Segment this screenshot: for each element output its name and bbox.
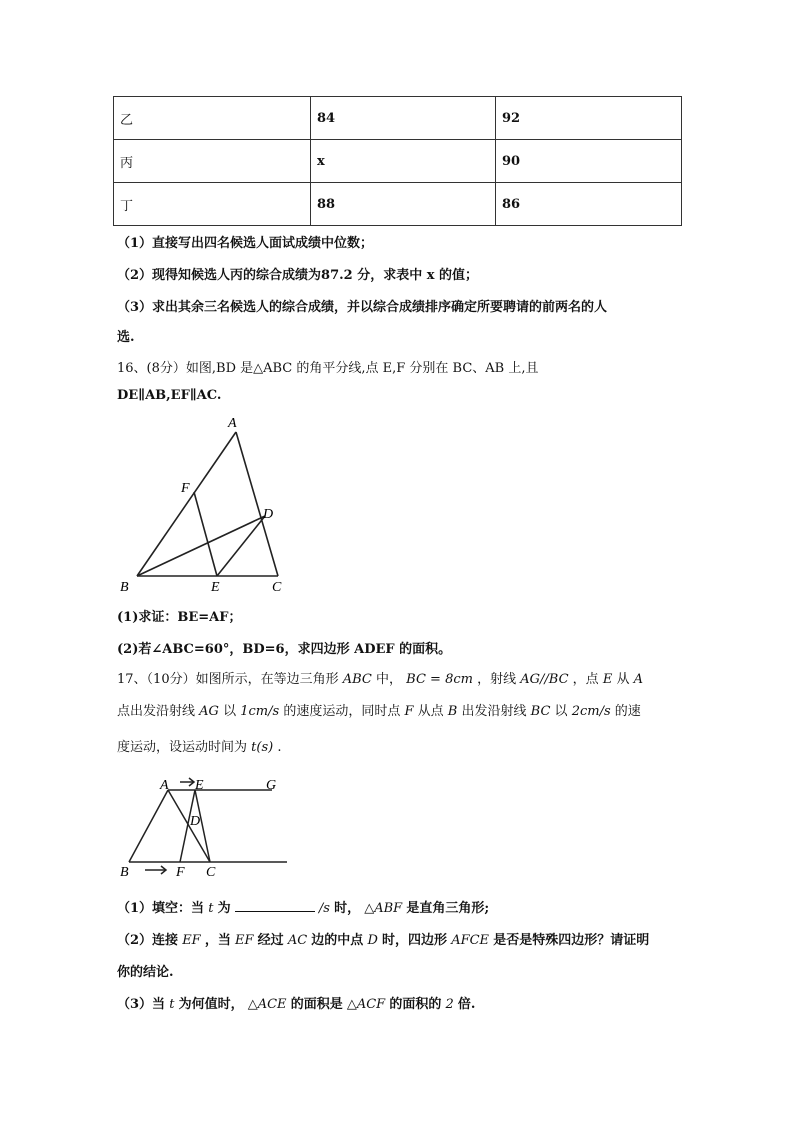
score-cell: 92 <box>496 97 682 140</box>
text: 以 <box>223 704 237 719</box>
text: 时， <box>334 901 361 916</box>
math: E <box>602 672 613 687</box>
q15-part2: （2）现得知候选人丙的综合成绩为87.2 分，求表中 x 的值； <box>117 268 479 283</box>
table-row <box>114 97 682 140</box>
q15-part3: （3）求出其余三名候选人的综合成绩，并以综合成绩排序确定所要聘请的前两名的人 <box>117 300 608 315</box>
math: EF <box>182 933 201 948</box>
q16-part1: (1)求证：BE=AF； <box>117 610 242 625</box>
text: （2）连接 <box>117 933 179 948</box>
q15-part3-cont: 选. <box>117 330 135 345</box>
text: 点出发沿射线 <box>117 704 196 719</box>
score-cell: 88 <box>311 183 496 226</box>
text: 度运动，设运动时间为 <box>117 740 248 755</box>
math: BC <box>530 704 551 719</box>
q16-part2: (2)若∠ABC=60°，BD=6，求四边形 ADEF 的面积。 <box>117 642 452 657</box>
candidate-name: 丙 <box>114 140 311 183</box>
point-label-g: G <box>266 778 277 793</box>
text: 出发沿射线 <box>461 704 527 719</box>
vertex-label-f: F <box>181 481 190 496</box>
math: EF <box>235 933 254 948</box>
math: t(s) <box>251 740 274 755</box>
point-label-a: A <box>160 778 169 793</box>
vertex-label-b: B <box>120 580 129 595</box>
text: 倍. <box>457 997 476 1012</box>
point-label-f: F <box>176 865 185 880</box>
q17-part2-cont: 你的结论. <box>117 965 174 980</box>
math: t <box>169 997 175 1012</box>
table-row <box>114 183 682 226</box>
text: 是直角三角形; <box>406 901 490 916</box>
text: 17、（10分）如图所示，在等边三角形 <box>117 672 339 687</box>
math: △ACE <box>247 997 287 1012</box>
score-cell: 86 <box>496 183 682 226</box>
math: 2 <box>445 997 454 1012</box>
text: 边的中点 <box>311 933 364 948</box>
text: （1）填空：当 <box>117 901 205 916</box>
math: 2cm/s <box>571 704 611 719</box>
text: 的速 <box>614 704 641 719</box>
math: ABC <box>342 672 372 687</box>
text: （3）当 <box>117 997 166 1012</box>
q17-part2 <box>117 929 649 948</box>
q17-part3 <box>117 993 475 1012</box>
point-label-e: E <box>195 778 204 793</box>
q17-part1 <box>117 897 489 916</box>
vertex-label-c: C <box>272 580 282 595</box>
text: ，点 <box>572 672 599 687</box>
q17-line1 <box>117 668 643 687</box>
math: AG <box>199 704 219 719</box>
q16-condition: DE∥AB,EF∥AC. <box>117 388 222 403</box>
candidate-name: 乙 <box>114 97 311 140</box>
q15-part1: （1）直接写出四名候选人面试成绩中位数； <box>117 236 374 251</box>
vertex-label-a: A <box>228 416 237 431</box>
q17-line3 <box>117 736 281 755</box>
math: A <box>633 672 644 687</box>
text: 为何值时， <box>178 997 244 1012</box>
math: F <box>404 704 414 719</box>
text: 以 <box>554 704 568 719</box>
text: 的面积的 <box>389 997 442 1012</box>
text: 中， <box>376 672 403 687</box>
math: D <box>367 933 378 948</box>
vertex-label-d: D <box>263 507 274 522</box>
math: AFCE <box>451 933 490 948</box>
text: . <box>277 740 282 755</box>
math: 1cm/s <box>240 704 280 719</box>
text: 从 <box>616 672 630 687</box>
point-label-c: C <box>206 865 216 880</box>
text: 时，四边形 <box>382 933 448 948</box>
math: △ABF <box>364 901 403 916</box>
candidate-name: 丁 <box>114 183 311 226</box>
point-label-b: B <box>120 865 129 880</box>
text: 从点 <box>417 704 444 719</box>
math: B <box>447 704 458 719</box>
q16-triangle-figure <box>117 412 292 597</box>
point-label-d: D <box>190 814 201 829</box>
vertex-label-e: E <box>211 580 220 595</box>
math: AC <box>287 933 308 948</box>
text: ，当 <box>204 933 231 948</box>
score-cell: 90 <box>496 140 682 183</box>
answer-blank <box>235 899 315 912</box>
text: 经过 <box>257 933 284 948</box>
text: 是否是特殊四边形？请证明 <box>493 933 650 948</box>
score-table <box>113 96 682 226</box>
q17-line2 <box>117 700 641 719</box>
text: 为 <box>217 901 231 916</box>
math: /s <box>318 901 330 916</box>
table-row <box>114 140 682 183</box>
score-cell: 84 <box>311 97 496 140</box>
math: t <box>208 901 214 916</box>
text: 的面积是 <box>290 997 343 1012</box>
q16-heading: 16、(8分）如图,BD 是△ABC 的角平分线,点 E,F 分别在 BC、AB 上,且 <box>117 361 539 376</box>
math: △ACF <box>346 997 386 1012</box>
q17-motion-figure <box>117 772 292 882</box>
score-cell: x <box>311 140 496 183</box>
math: AG//BC <box>520 672 569 687</box>
math: BC = 8cm <box>406 672 473 687</box>
text: 的速度运动，同时点 <box>283 704 401 719</box>
text: ，射线 <box>477 672 517 687</box>
